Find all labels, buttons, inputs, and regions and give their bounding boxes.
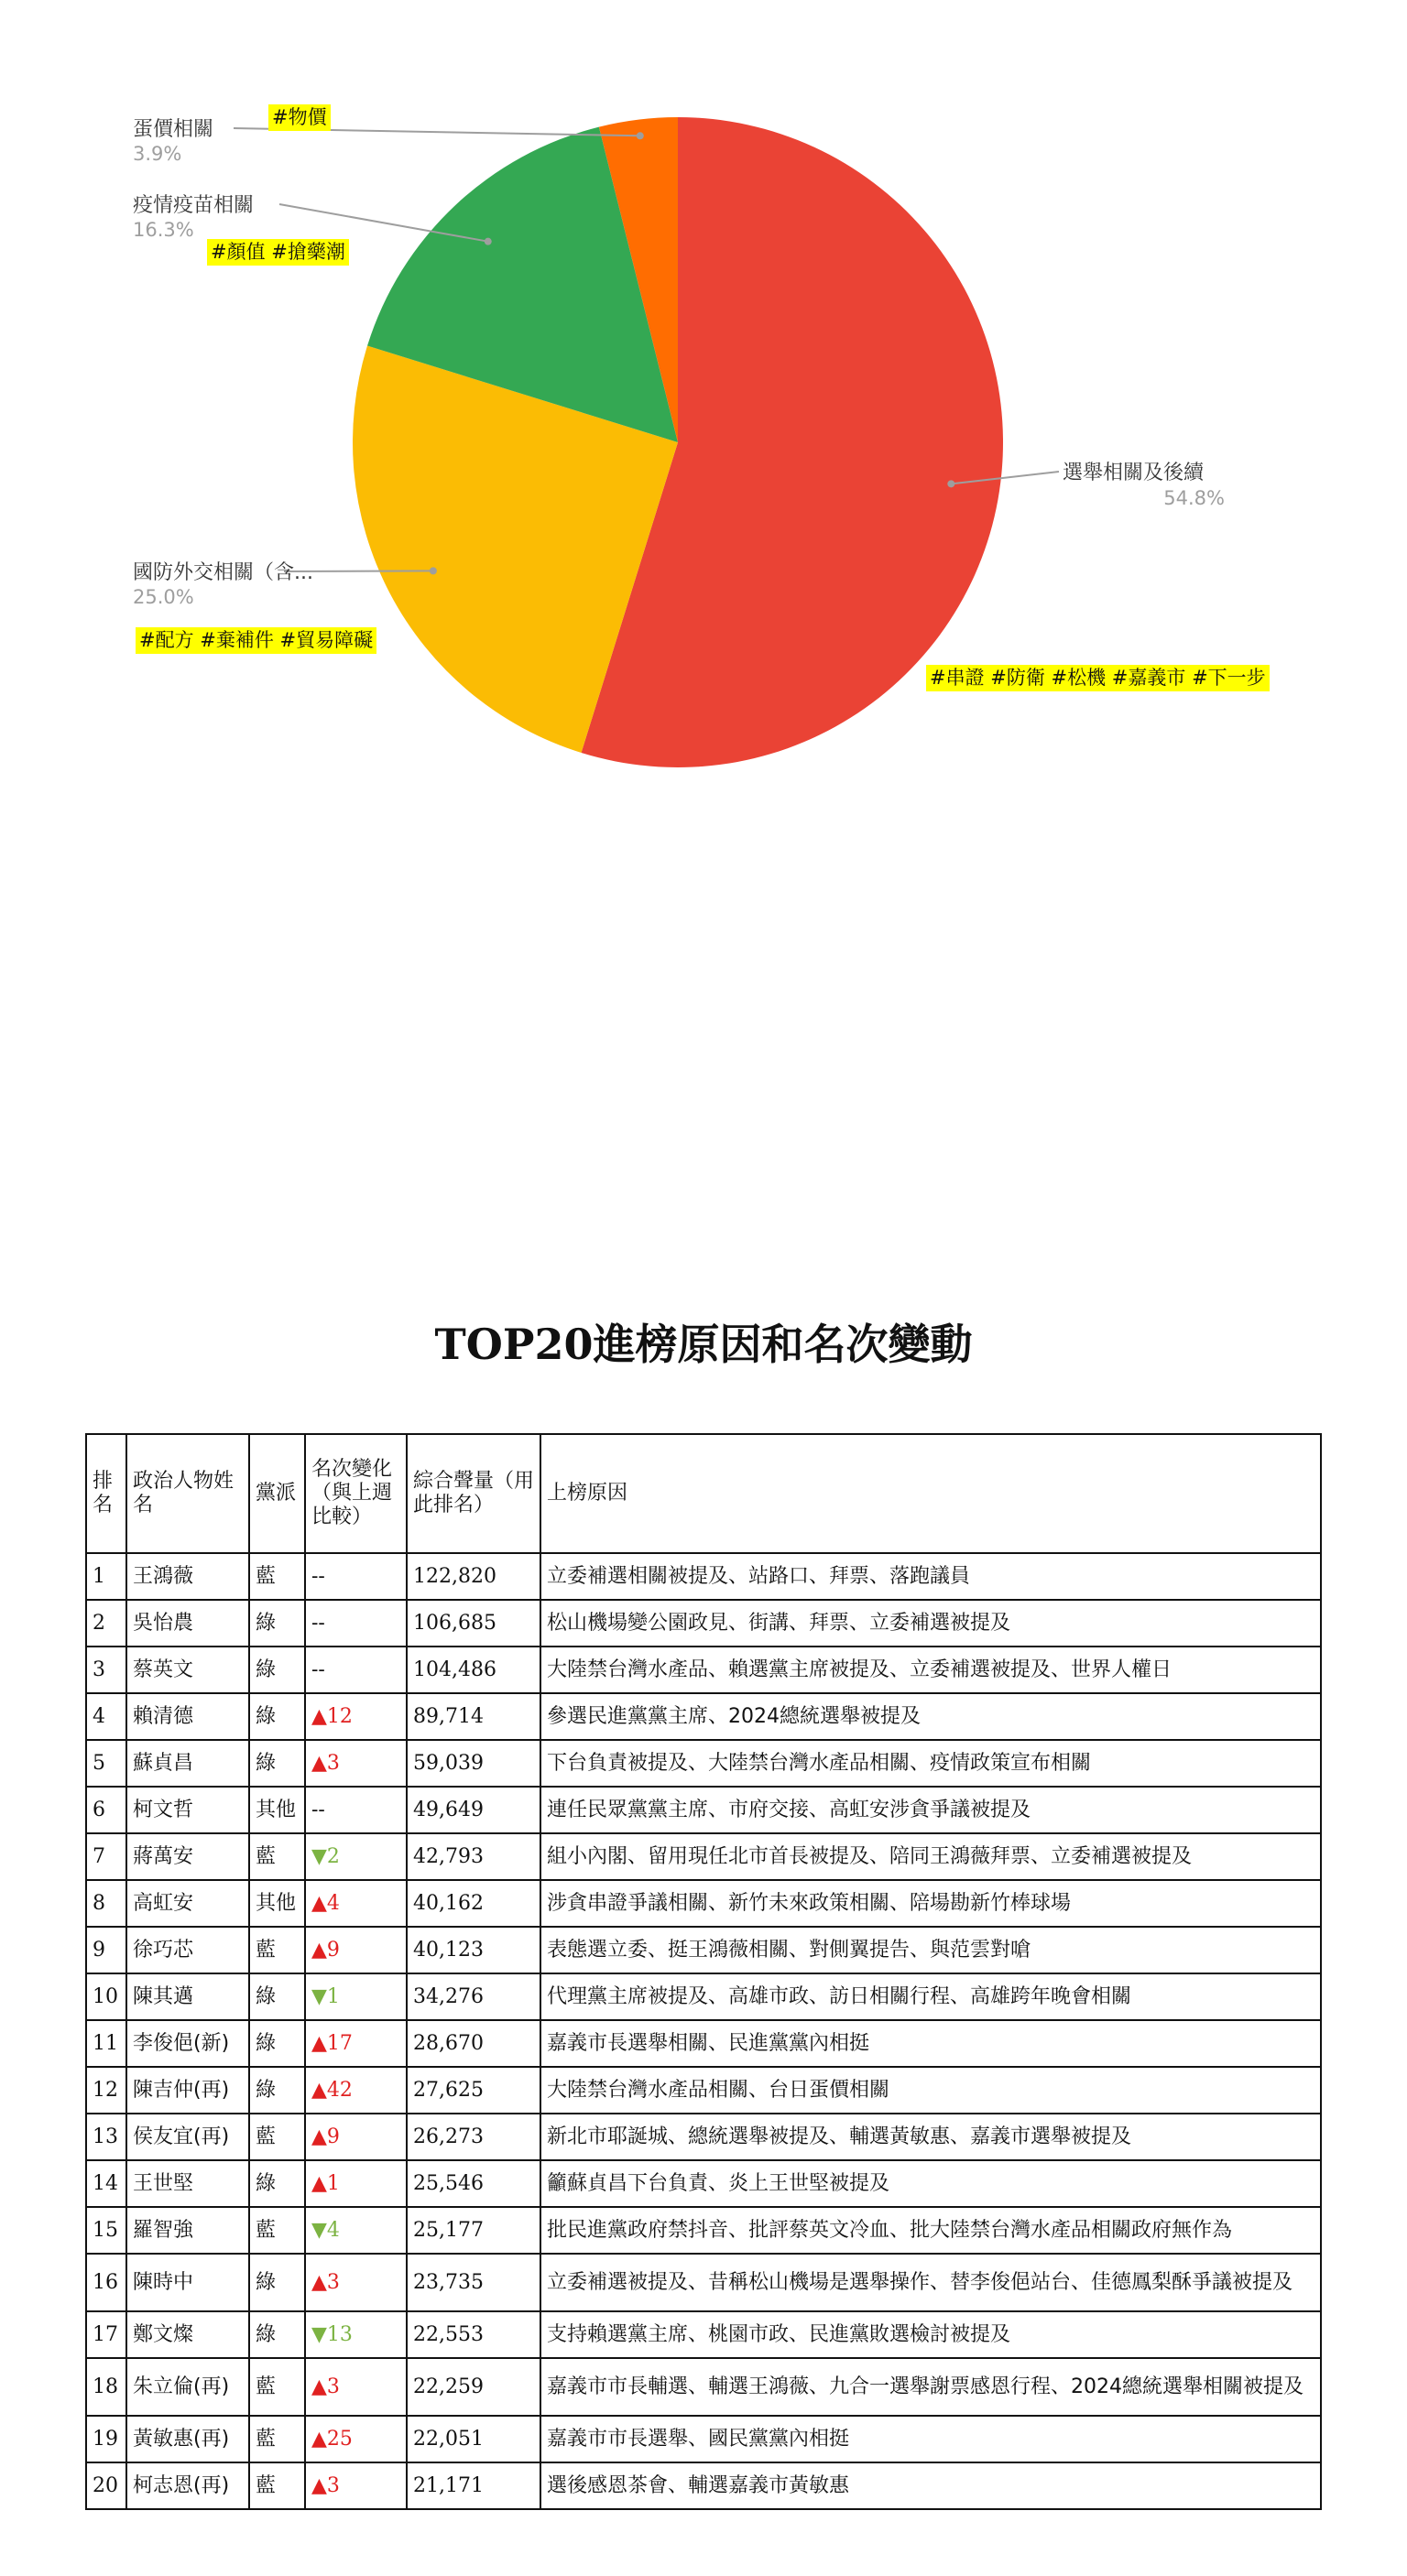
rank-cell: 10 — [86, 1973, 126, 2020]
party-cell: 綠 — [249, 1647, 305, 1693]
volume-cell: 104,486 — [407, 1647, 540, 1693]
reason-cell: 支持賴選黨主席、桃園市政、民進黨敗選檢討被提及 — [540, 2311, 1321, 2358]
leader-dot — [637, 132, 644, 139]
party-cell: 綠 — [249, 1693, 305, 1740]
volume-cell: 21,171 — [407, 2462, 540, 2509]
table-row — [86, 2067, 1321, 2114]
header-party: 黨派 — [249, 1434, 305, 1553]
rank-cell: 14 — [86, 2160, 126, 2207]
name-cell: 賴清德 — [126, 1693, 249, 1740]
party-cell: 藍 — [249, 2462, 305, 2509]
slice-pct-covid: 16.3% — [133, 219, 194, 241]
party-cell: 綠 — [249, 2160, 305, 2207]
slice-label-covid: 疫情疫苗相關 — [133, 194, 255, 217]
table-row — [86, 2311, 1321, 2358]
table-row — [86, 2254, 1321, 2311]
tag-election: #串證 #防衛 #松機 #嘉義市 #下一步 — [926, 665, 1270, 691]
header-reason: 上榜原因 — [540, 1434, 1321, 1553]
rank-cell: 3 — [86, 1647, 126, 1693]
rank-cell: 15 — [86, 2207, 126, 2254]
rank-cell: 5 — [86, 1740, 126, 1787]
change-cell: -- — [305, 1647, 407, 1693]
name-cell: 徐巧芯 — [126, 1927, 249, 1973]
table-row — [86, 2160, 1321, 2207]
reason-cell: 嘉義市長選舉相關、民進黨黨內相挺 — [540, 2020, 1321, 2067]
name-cell: 王世堅 — [126, 2160, 249, 2207]
tag-defense: #配方 #棄補件 #貿易障礙 — [136, 627, 376, 654]
name-cell: 羅智強 — [126, 2207, 249, 2254]
change-cell: -- — [305, 1787, 407, 1833]
rank-cell: 2 — [86, 1600, 126, 1647]
reason-cell: 參選民進黨黨主席、2024總統選舉被提及 — [540, 1693, 1321, 1740]
slice-label-defense: 國防外交相關（含... — [133, 561, 313, 584]
table-row — [86, 1647, 1321, 1693]
table-row — [86, 1833, 1321, 1880]
table-row — [86, 1740, 1321, 1787]
reason-cell: 批民進黨政府禁抖音、批評蔡英文冷血、批大陸禁台灣水產品相關政府無作為 — [540, 2207, 1321, 2254]
volume-cell: 34,276 — [407, 1973, 540, 2020]
reason-cell: 嘉義市市長選舉、國民黨黨內相挺 — [540, 2416, 1321, 2462]
change-cell: ▼4 — [305, 2207, 407, 2254]
change-cell: -- — [305, 1553, 407, 1600]
table-row — [86, 1693, 1321, 1740]
change-cell: ▼1 — [305, 1973, 407, 2020]
table-row — [86, 2416, 1321, 2462]
volume-cell: 25,546 — [407, 2160, 540, 2207]
name-cell: 柯志恩(再) — [126, 2462, 249, 2509]
volume-cell: 40,162 — [407, 1880, 540, 1927]
rank-cell: 8 — [86, 1880, 126, 1927]
name-cell: 朱立倫(再) — [126, 2358, 249, 2416]
table-row — [86, 1600, 1321, 1647]
name-cell: 黃敏惠(再) — [126, 2416, 249, 2462]
volume-cell: 28,670 — [407, 2020, 540, 2067]
header-rank: 排名 — [86, 1434, 126, 1553]
volume-cell: 59,039 — [407, 1740, 540, 1787]
volume-cell: 26,273 — [407, 2114, 540, 2160]
reason-cell: 連任民眾黨黨主席、市府交接、高虹安涉貪爭議被提及 — [540, 1787, 1321, 1833]
leader-dot — [430, 567, 437, 574]
volume-cell: 89,714 — [407, 1693, 540, 1740]
name-cell: 吳怡農 — [126, 1600, 249, 1647]
reason-cell: 涉貪串證爭議相關、新竹未來政策相關、陪場勘新竹棒球場 — [540, 1880, 1321, 1927]
change-cell: ▲3 — [305, 2358, 407, 2416]
party-cell: 綠 — [249, 1973, 305, 2020]
party-cell: 藍 — [249, 2358, 305, 2416]
tag-covid: #顏值 #搶藥潮 — [207, 239, 349, 266]
table-row — [86, 1973, 1321, 2020]
name-cell: 李俊俋(新) — [126, 2020, 249, 2067]
leader-dot — [485, 238, 492, 245]
reason-cell: 松山機場變公園政見、街講、拜票、立委補選被提及 — [540, 1600, 1321, 1647]
rank-cell: 9 — [86, 1927, 126, 1973]
party-cell: 藍 — [249, 2114, 305, 2160]
volume-cell: 42,793 — [407, 1833, 540, 1880]
table-row — [86, 2114, 1321, 2160]
rank-cell: 11 — [86, 2020, 126, 2067]
name-cell: 侯友宜(再) — [126, 2114, 249, 2160]
reason-cell: 嘉義市市長輔選、輔選王鴻薇、九合一選舉謝票感恩行程、2024總統選舉相關被提及 — [540, 2358, 1321, 2416]
name-cell: 高虹安 — [126, 1880, 249, 1927]
change-cell: ▲9 — [305, 1927, 407, 1973]
change-cell: ▲3 — [305, 2254, 407, 2311]
change-cell: ▼2 — [305, 1833, 407, 1880]
reason-cell: 立委補選相關被提及、站路口、拜票、落跑議員 — [540, 1553, 1321, 1600]
rank-cell: 20 — [86, 2462, 126, 2509]
table-row — [86, 1553, 1321, 1600]
table-row — [86, 2358, 1321, 2416]
name-cell: 蔣萬安 — [126, 1833, 249, 1880]
party-cell: 綠 — [249, 2067, 305, 2114]
reason-cell: 組小內閣、留用現任北市首長被提及、陪同王鴻薇拜票、立委補選被提及 — [540, 1833, 1321, 1880]
rank-cell: 17 — [86, 2311, 126, 2358]
party-cell: 綠 — [249, 1600, 305, 1647]
ranking-table — [85, 1433, 1322, 2510]
volume-cell: 122,820 — [407, 1553, 540, 1600]
change-cell: ▲4 — [305, 1880, 407, 1927]
table-header-row — [86, 1434, 1321, 1553]
party-cell: 綠 — [249, 2020, 305, 2067]
name-cell: 陳吉仲(再) — [126, 2067, 249, 2114]
volume-cell: 22,051 — [407, 2416, 540, 2462]
table-row — [86, 2462, 1321, 2509]
name-cell: 王鴻薇 — [126, 1553, 249, 1600]
table-row — [86, 2020, 1321, 2067]
change-cell: ▲12 — [305, 1693, 407, 1740]
party-cell: 綠 — [249, 1740, 305, 1787]
party-cell: 藍 — [249, 1927, 305, 1973]
volume-cell: 49,649 — [407, 1787, 540, 1833]
header-name: 政治人物姓名 — [126, 1434, 249, 1553]
reason-cell: 選後感恩茶會、輔選嘉義市黃敏惠 — [540, 2462, 1321, 2509]
change-cell: ▲3 — [305, 2462, 407, 2509]
rank-cell: 12 — [86, 2067, 126, 2114]
change-cell: ▲3 — [305, 1740, 407, 1787]
reason-cell: 籲蘇貞昌下台負責、炎上王世堅被提及 — [540, 2160, 1321, 2207]
party-cell: 藍 — [249, 1833, 305, 1880]
slice-pct-egg: 3.9% — [133, 143, 182, 165]
name-cell: 鄭文燦 — [126, 2311, 249, 2358]
change-cell: ▼13 — [305, 2311, 407, 2358]
header-change: 名次變化（與上週比較） — [305, 1434, 407, 1553]
rank-cell: 18 — [86, 2358, 126, 2416]
volume-cell: 22,259 — [407, 2358, 540, 2416]
slice-pct-defense: 25.0% — [133, 586, 194, 608]
reason-cell: 下台負責被提及、大陸禁台灣水產品相關、疫情政策宣布相關 — [540, 1740, 1321, 1787]
reason-cell: 大陸禁台灣水產品、賴選黨主席被提及、立委補選被提及、世界人權日 — [540, 1647, 1321, 1693]
slice-label-election: 選舉相關及後續 — [1063, 462, 1205, 484]
reason-cell: 新北市耶誕城、總統選舉被提及、輔選黃敏惠、嘉義市選舉被提及 — [540, 2114, 1321, 2160]
header-volume: 綜合聲量（用此排名） — [407, 1434, 540, 1553]
rank-cell: 4 — [86, 1693, 126, 1740]
party-cell: 藍 — [249, 2416, 305, 2462]
party-cell: 其他 — [249, 1787, 305, 1833]
reason-cell: 立委補選被提及、昔稱松山機場是選舉操作、替李俊俋站台、佳德鳳梨酥爭議被提及 — [540, 2254, 1321, 2311]
table-row — [86, 1787, 1321, 1833]
rank-cell: 7 — [86, 1833, 126, 1880]
rank-cell: 1 — [86, 1553, 126, 1600]
table-row — [86, 2207, 1321, 2254]
party-cell: 其他 — [249, 1880, 305, 1927]
table-row — [86, 1927, 1321, 1973]
party-cell: 綠 — [249, 2311, 305, 2358]
slice-label-egg: 蛋價相關 — [133, 118, 214, 141]
change-cell: ▲9 — [305, 2114, 407, 2160]
rank-cell: 16 — [86, 2254, 126, 2311]
change-cell: ▲17 — [305, 2020, 407, 2067]
leader-dot — [947, 480, 954, 487]
rank-cell: 13 — [86, 2114, 126, 2160]
volume-cell: 25,177 — [407, 2207, 540, 2254]
table-row — [86, 1880, 1321, 1927]
name-cell: 陳其邁 — [126, 1973, 249, 2020]
reason-cell: 表態選立委、挺王鴻薇相關、對側翼提告、與范雲對嗆 — [540, 1927, 1321, 1973]
volume-cell: 22,553 — [407, 2311, 540, 2358]
party-cell: 藍 — [249, 2207, 305, 2254]
name-cell: 蔡英文 — [126, 1647, 249, 1693]
name-cell: 柯文哲 — [126, 1787, 249, 1833]
party-cell: 藍 — [249, 1553, 305, 1600]
rank-cell: 19 — [86, 2416, 126, 2462]
party-cell: 綠 — [249, 2254, 305, 2311]
name-cell: 陳時中 — [126, 2254, 249, 2311]
volume-cell: 106,685 — [407, 1600, 540, 1647]
table-title: TOP20進榜原因和名次變動 — [434, 1320, 973, 1369]
change-cell: ▲1 — [305, 2160, 407, 2207]
reason-cell: 大陸禁台灣水產品相關、台日蛋價相關 — [540, 2067, 1321, 2114]
slice-pct-election: 54.8% — [1163, 487, 1225, 509]
name-cell: 蘇貞昌 — [126, 1740, 249, 1787]
change-cell: ▲25 — [305, 2416, 407, 2462]
rank-cell: 6 — [86, 1787, 126, 1833]
volume-cell: 40,123 — [407, 1927, 540, 1973]
change-cell: ▲42 — [305, 2067, 407, 2114]
volume-cell: 23,735 — [407, 2254, 540, 2311]
volume-cell: 27,625 — [407, 2067, 540, 2114]
tag-egg: #物價 — [268, 104, 331, 131]
change-cell: -- — [305, 1600, 407, 1647]
reason-cell: 代理黨主席被提及、高雄市政、訪日相關行程、高雄跨年晚會相關 — [540, 1973, 1321, 2020]
